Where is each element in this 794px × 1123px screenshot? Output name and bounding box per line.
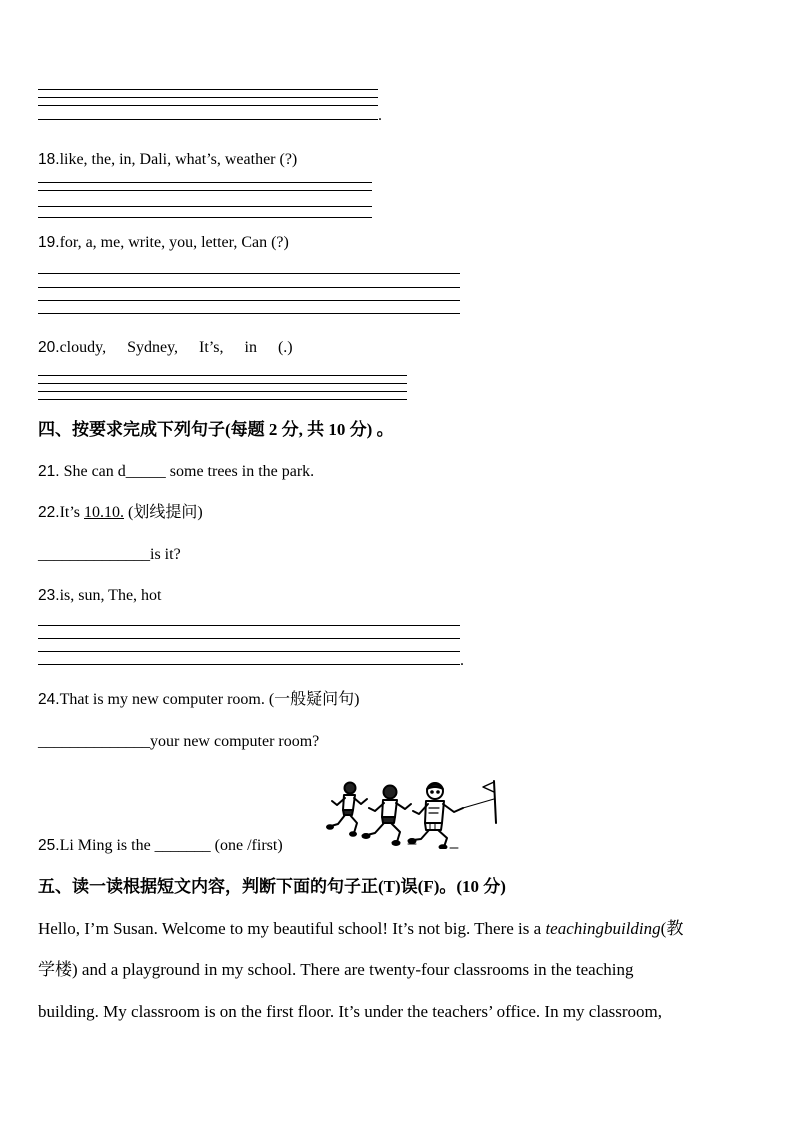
answer-line — [38, 273, 460, 274]
question-prefix: It’s — [59, 504, 85, 521]
question-text: That is my new computer room. (一般疑问句) — [59, 691, 360, 708]
question-text: like, the, in, Dali, what’s, weather (?) — [59, 151, 298, 168]
answer-line — [38, 625, 460, 626]
question-21 — [38, 462, 314, 482]
passage-text: Hello, I’m Susan. Welcome to my beautiful school! It’s not big. There is a — [38, 919, 546, 938]
question-text: for, a, me, write, you, letter, Can (?) — [59, 234, 289, 251]
answer-line — [38, 119, 378, 120]
section-4-heading: 四、按要求完成下列句子(每题 2 分, 共 10 分) 。 — [38, 420, 394, 439]
answer-blank: ______________ — [38, 546, 150, 563]
question-22-answer — [38, 545, 181, 565]
answer-line — [38, 182, 372, 183]
runner-1 — [327, 783, 367, 836]
answer-text: is it? — [150, 546, 181, 563]
passage-text: (教 — [660, 919, 684, 938]
runners-finish-flag-icon — [322, 777, 502, 849]
passage-line-1 — [38, 918, 683, 940]
question-number: 24. — [38, 691, 60, 708]
answer-line — [38, 651, 460, 652]
answer-line — [38, 375, 407, 376]
answer-blank: ______________ — [38, 733, 150, 750]
answer-line — [38, 383, 407, 384]
answer-line — [38, 190, 372, 191]
answer-line — [38, 391, 407, 392]
word-its: It’s, — [199, 339, 224, 356]
answer-line — [38, 97, 378, 98]
question-text: She can d_____ some trees in the park. — [59, 463, 315, 480]
answer-line — [38, 206, 372, 207]
underlined-time: 10.10. — [84, 504, 125, 521]
word-sydney: Sydney, — [127, 339, 179, 356]
passage-line-3: building. My classroom is on the first floor. It’s under the teachers’ office. In my classroom, — [38, 1002, 662, 1021]
passage-italic-term: teachingbuilding — [545, 919, 661, 938]
question-number: 19. — [38, 234, 60, 251]
question-number: 22. — [38, 504, 60, 521]
answer-line — [38, 89, 378, 90]
answer-line — [38, 664, 460, 665]
answer-line — [38, 300, 460, 301]
word-in: in — [244, 339, 257, 356]
passage-line-2: 学楼) and a playground in my school. There are twenty-four classrooms in the teaching — [38, 960, 634, 979]
answer-end-period: . — [460, 652, 464, 669]
answer-line — [38, 105, 378, 106]
question-text: Li Ming is the _______ (one /first) — [59, 837, 283, 854]
question-25 — [38, 836, 283, 856]
question-text: is, sun, The, hot — [59, 587, 162, 604]
question-20 — [38, 338, 293, 358]
word-cloudy: cloudy, — [59, 339, 107, 356]
question-number: 20. — [38, 339, 60, 356]
answer-text: your new computer room? — [150, 733, 320, 750]
question-22 — [38, 503, 203, 523]
word-punctuation: (.) — [277, 339, 293, 356]
answer-end-period: . — [378, 107, 382, 124]
question-number: 25. — [38, 837, 60, 854]
question-instruction: (划线提问) — [124, 504, 203, 521]
answer-line — [38, 313, 460, 314]
section-5-heading: 五、读一读根据短文内容，判断下面的句子正(T)误(F)。(10 分) — [38, 877, 506, 896]
question-24 — [38, 690, 360, 710]
answer-line — [38, 399, 407, 400]
answer-line — [38, 638, 460, 639]
question-number: 23. — [38, 587, 60, 604]
runner-2 — [363, 786, 412, 846]
question-23 — [38, 586, 162, 606]
answer-line — [38, 217, 372, 218]
answer-line — [38, 287, 460, 288]
question-24-answer — [38, 732, 319, 752]
runner-3 — [409, 783, 464, 849]
question-19 — [38, 233, 289, 253]
question-number: 18. — [38, 151, 60, 168]
question-number: 21. — [38, 463, 60, 480]
question-18 — [38, 150, 297, 170]
